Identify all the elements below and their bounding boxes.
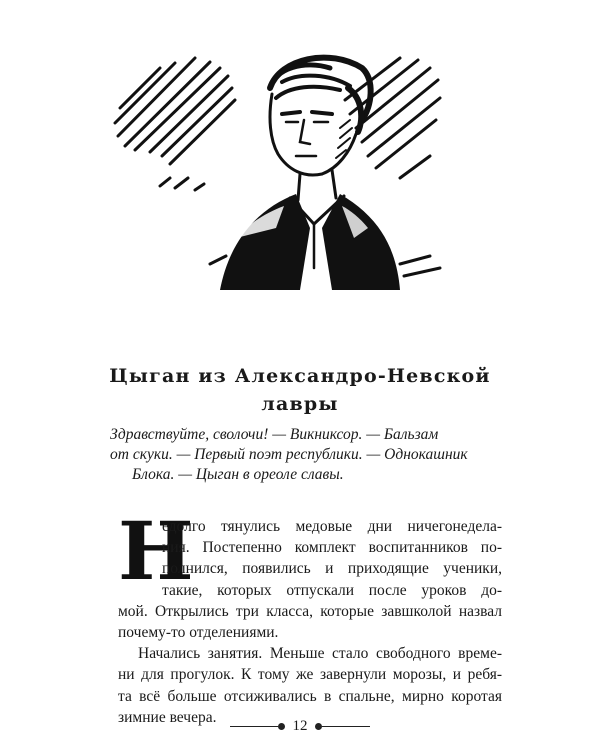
chapter-title	[60, 362, 540, 418]
body-line: такие, которых отпускали после уроков до-	[162, 581, 502, 599]
epigraph-line: Блока. — Цыган в ореоле славы.	[132, 466, 344, 483]
epigraph-line: от скуки. — Первый поэт республики. — Однокашник	[110, 446, 468, 463]
drop-cap: Н	[118, 504, 194, 598]
epigraph	[110, 425, 500, 485]
page-footer	[230, 716, 370, 736]
footer-rule-right	[322, 726, 370, 727]
epigraph-line: Здравствуйте, сволочи! — Викниксор. — Бальзам	[110, 426, 439, 443]
body-line: едолго тянулись медовые дни ничегонедела-	[162, 518, 502, 535]
chapter-title-line-1: Цыган из Александро-Невской	[109, 365, 491, 387]
body-line: Начались занятия. Меньше стало свободного време-	[138, 645, 502, 663]
body-line: зимние вечера.	[118, 708, 217, 726]
body-line: ни для прогулок. К тому же завернули морозы, и ребя-	[118, 666, 502, 684]
body-line: ния. Постепенно комплект воспитанников по-	[162, 539, 502, 557]
footer-dot-right	[315, 723, 322, 730]
chapter-title-line-2: лавры	[261, 393, 339, 415]
body-line: та всё больше отсиживались в спальне, мирно коротая	[118, 687, 502, 705]
body-text	[118, 504, 502, 728]
body-line: мой. Открылись три класса, которые завшколой назвал	[118, 602, 502, 620]
portrait-sketch-illustration	[100, 28, 500, 290]
body-line: почему-то отделениями.	[118, 624, 279, 642]
page-number: 12	[292, 718, 308, 734]
body-line: полнился, появились и приходящие ученики,	[162, 560, 502, 578]
